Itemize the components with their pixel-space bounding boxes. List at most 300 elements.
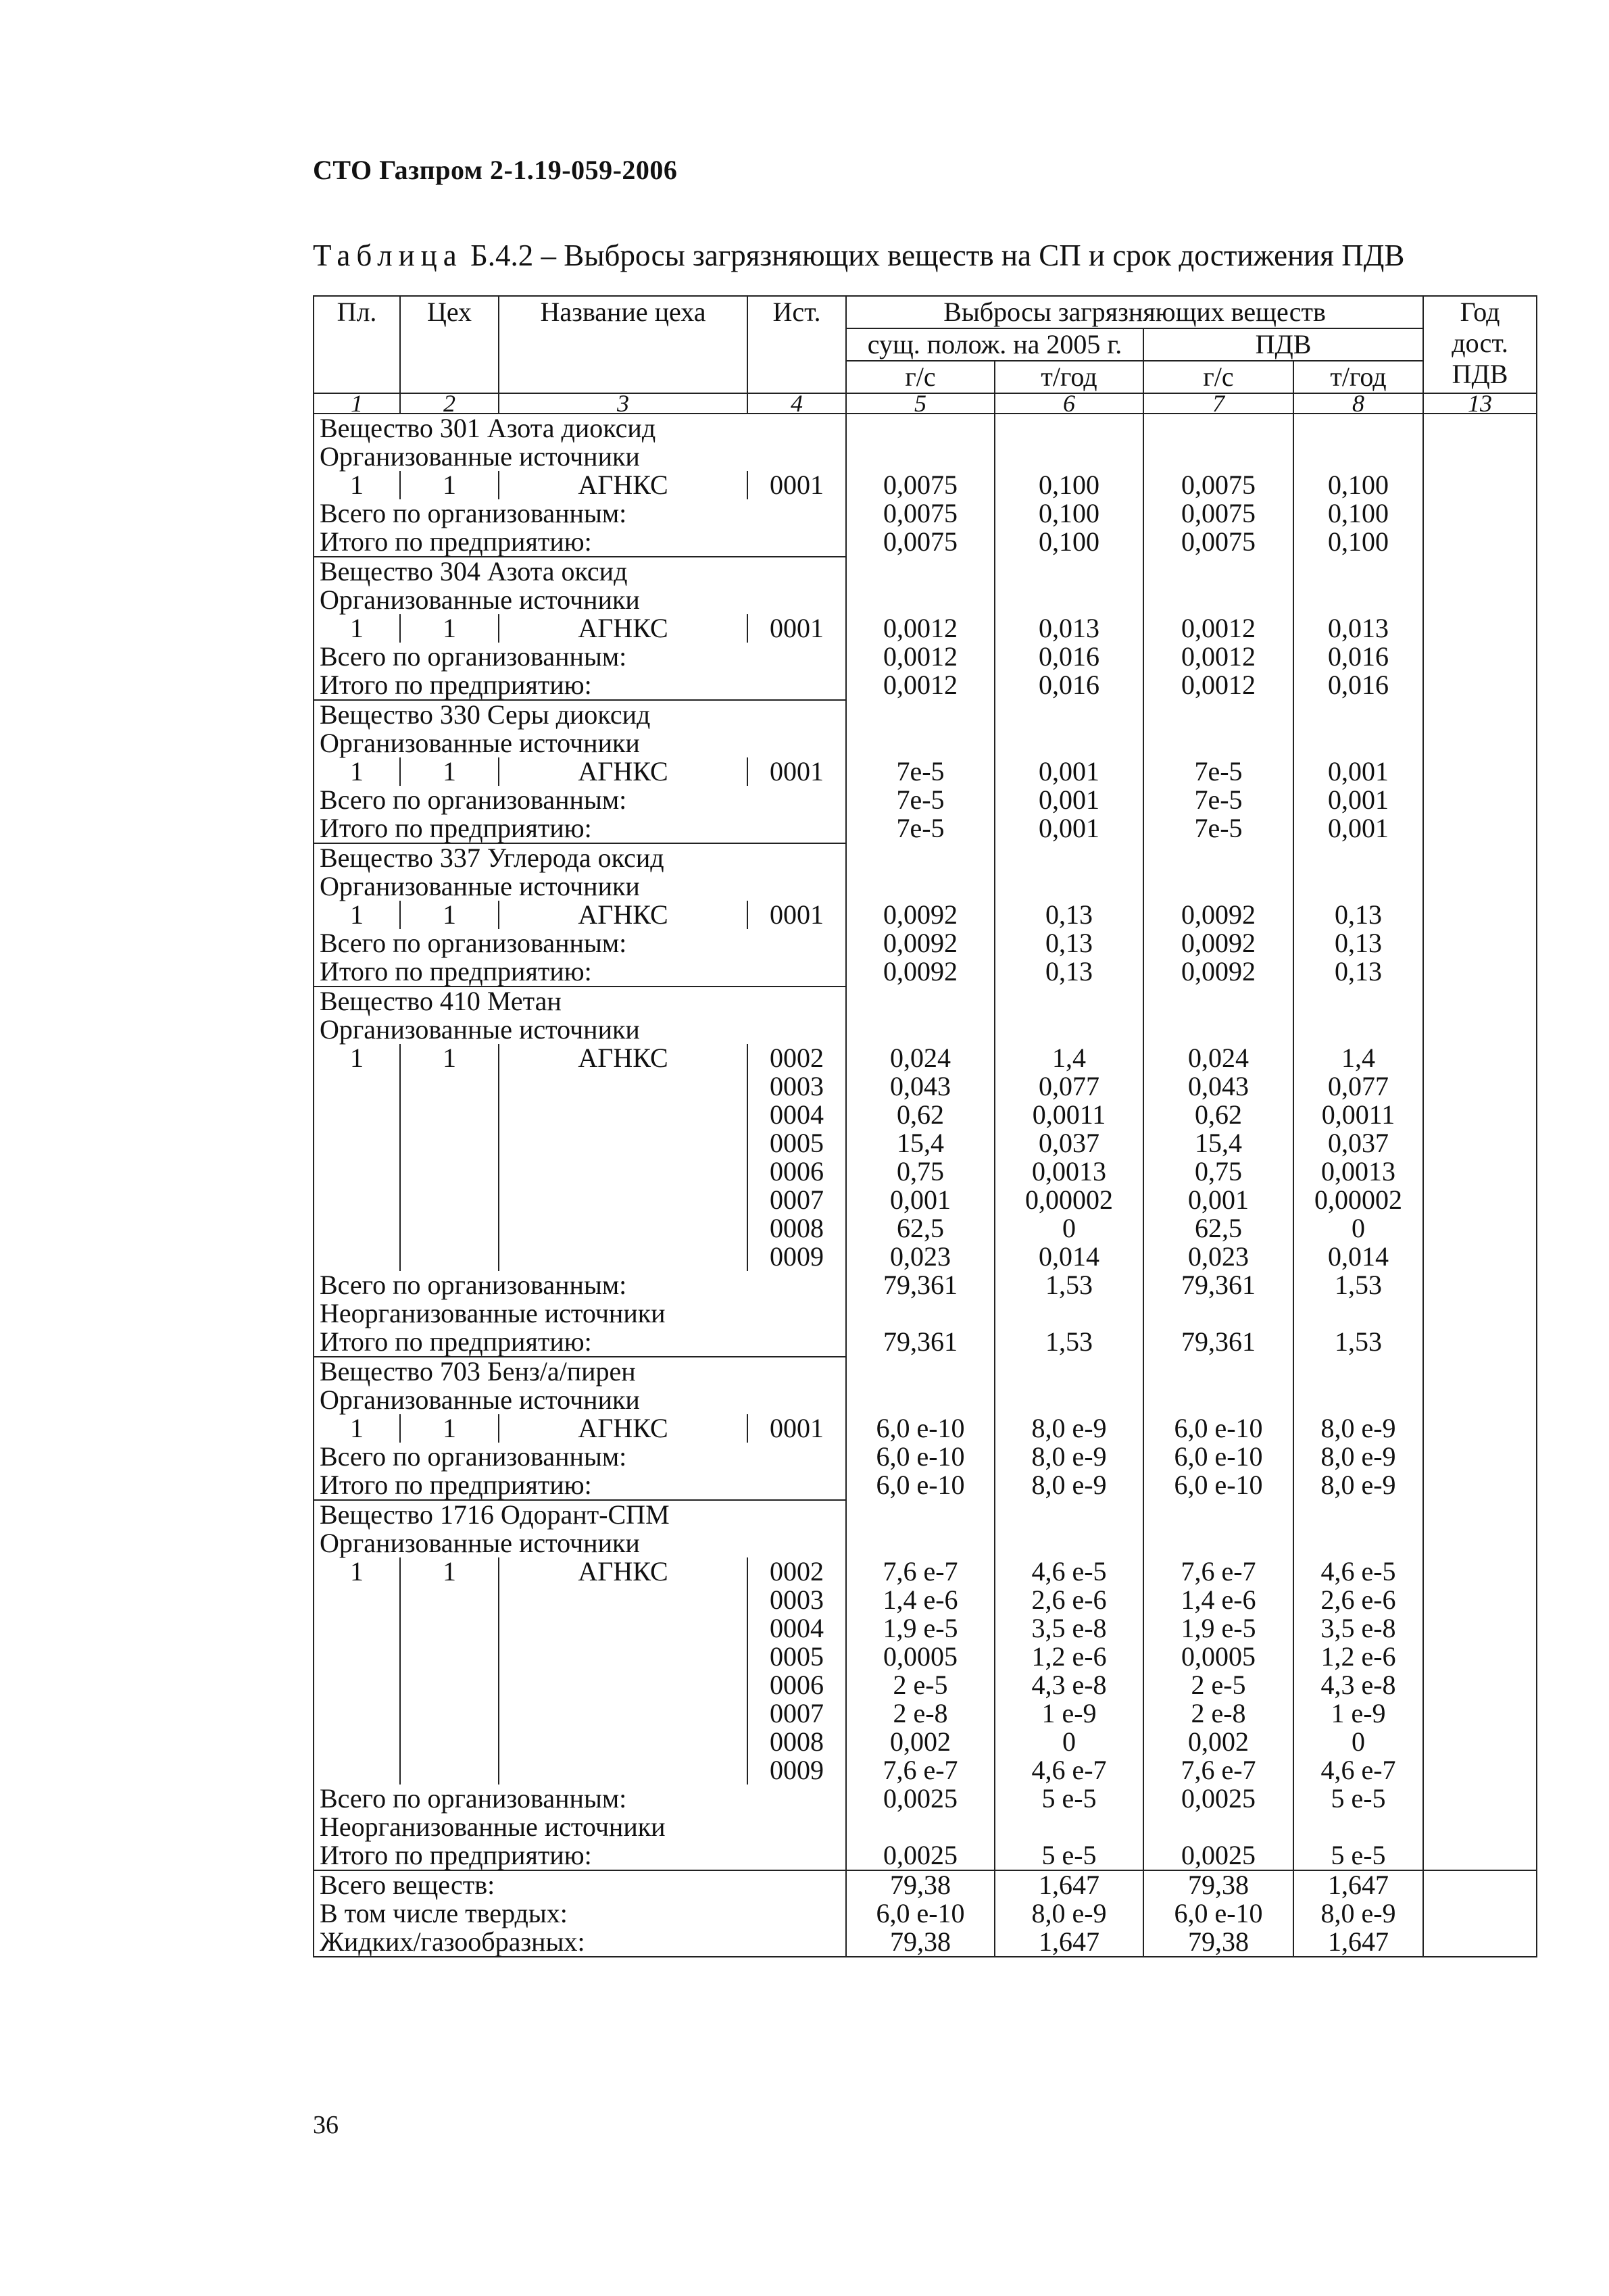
value-cell: 5 е-5 xyxy=(1293,1785,1423,1813)
value-cell: 79,361 xyxy=(1143,1271,1293,1299)
empty-cell xyxy=(1143,987,1293,1016)
column-number: 1 xyxy=(314,393,400,414)
value-cell: 0,0025 xyxy=(1143,1841,1293,1870)
empty-cell xyxy=(1423,1328,1537,1357)
total-organized-label: Всего по организованным: xyxy=(314,1271,846,1299)
plant-cell xyxy=(314,1671,400,1699)
workshop-name-cell xyxy=(499,1756,747,1785)
value-cell: 0,13 xyxy=(1293,957,1423,987)
value-cell: 5 е-5 xyxy=(995,1785,1143,1813)
workshop-name-cell xyxy=(499,1643,747,1671)
workshop-name-cell xyxy=(499,1214,747,1243)
value-cell: 0,0092 xyxy=(1143,957,1293,987)
empty-cell xyxy=(1423,814,1537,843)
table-row xyxy=(314,929,1537,957)
table-row xyxy=(314,1699,1537,1728)
plant-cell xyxy=(314,1101,400,1129)
table-row xyxy=(314,671,1537,700)
value-cell: 1,2 е-6 xyxy=(1293,1643,1423,1671)
source-id-cell: 0003 xyxy=(747,1072,846,1101)
empty-cell xyxy=(1423,1841,1537,1870)
empty-cell xyxy=(995,1529,1143,1557)
value-cell: 1,4 xyxy=(1293,1044,1423,1072)
value-cell: 0,62 xyxy=(846,1101,995,1129)
workshop-name-cell xyxy=(499,1101,747,1129)
source-id-cell: 0006 xyxy=(747,1157,846,1186)
table-row xyxy=(314,814,1537,843)
workshop-cell xyxy=(400,1614,499,1643)
source-id-cell: 0001 xyxy=(747,757,846,786)
header-ist: Ист. xyxy=(747,296,846,393)
empty-cell xyxy=(846,1357,995,1386)
value-cell: 0,0092 xyxy=(846,957,995,987)
workshop-cell xyxy=(400,1728,499,1756)
value-cell: 1,4 xyxy=(995,1044,1143,1072)
value-cell: 0,016 xyxy=(995,643,1143,671)
column-number: 6 xyxy=(995,393,1143,414)
organized-sources-label: Организованные источники xyxy=(314,586,846,614)
source-id-cell: 0009 xyxy=(747,1243,846,1271)
total-enterprise-label: Итого по предприятию: xyxy=(314,957,846,987)
empty-cell xyxy=(1293,1813,1423,1841)
workshop-cell xyxy=(400,1671,499,1699)
table-row xyxy=(314,1870,1537,1899)
empty-cell xyxy=(1143,586,1293,614)
value-cell: 6,0 е-10 xyxy=(846,1414,995,1443)
plant-cell: 1 xyxy=(314,901,400,929)
empty-cell xyxy=(1423,1016,1537,1044)
value-cell: 2,6 е-6 xyxy=(995,1586,1143,1614)
organized-sources-label: Организованные источники xyxy=(314,872,846,901)
value-cell: 8,0 е-9 xyxy=(1293,1443,1423,1471)
empty-cell xyxy=(995,1299,1143,1328)
organized-sources-label: Организованные источники xyxy=(314,729,846,757)
table-row xyxy=(314,729,1537,757)
empty-cell xyxy=(1423,1101,1537,1129)
value-cell: 2,6 е-6 xyxy=(1293,1586,1423,1614)
value-cell: 0 xyxy=(995,1728,1143,1756)
value-cell: 0,0013 xyxy=(995,1157,1143,1186)
table-row xyxy=(314,1101,1537,1129)
plant-cell xyxy=(314,1072,400,1101)
plant-cell: 1 xyxy=(314,471,400,499)
source-id-cell: 0004 xyxy=(747,1614,846,1643)
table-row xyxy=(314,1728,1537,1756)
empty-cell xyxy=(1423,1671,1537,1699)
plant-cell xyxy=(314,1699,400,1728)
total-organized-label: Всего по организованным: xyxy=(314,1443,846,1471)
value-cell: 4,6 е-5 xyxy=(995,1557,1143,1586)
empty-cell xyxy=(995,443,1143,471)
table-row xyxy=(314,1471,1537,1500)
empty-cell xyxy=(1423,1699,1537,1728)
empty-cell xyxy=(1423,1299,1537,1328)
value-cell: 0,0092 xyxy=(1143,901,1293,929)
empty-cell xyxy=(1423,1529,1537,1557)
empty-cell xyxy=(1423,901,1537,929)
workshop-name-cell: АГНКС xyxy=(499,901,747,929)
empty-cell xyxy=(1293,414,1423,443)
source-id-cell: 0005 xyxy=(747,1129,846,1157)
empty-cell xyxy=(1423,1813,1537,1841)
empty-cell xyxy=(1423,957,1537,987)
value-cell: 0,100 xyxy=(995,499,1143,528)
empty-cell xyxy=(1423,1072,1537,1101)
empty-cell xyxy=(1293,1016,1423,1044)
plant-cell xyxy=(314,1243,400,1271)
value-cell: 0,013 xyxy=(1293,614,1423,643)
value-cell: 7,6 е-7 xyxy=(846,1557,995,1586)
organized-sources-label: Организованные источники xyxy=(314,1386,846,1414)
value-cell: 0,00002 xyxy=(1293,1186,1423,1214)
table-row xyxy=(314,843,1537,872)
value-cell: 8,0 е-9 xyxy=(1293,1414,1423,1443)
value-cell: 7е-5 xyxy=(846,757,995,786)
plant-cell xyxy=(314,1756,400,1785)
empty-cell xyxy=(1423,757,1537,786)
table-row xyxy=(314,1016,1537,1044)
value-cell: 7е-5 xyxy=(846,814,995,843)
value-cell: 0,0092 xyxy=(846,929,995,957)
column-number: 3 xyxy=(499,393,747,414)
table-row xyxy=(314,471,1537,499)
header-unit-tyr: т/год xyxy=(995,361,1143,393)
value-cell: 0,0011 xyxy=(1293,1101,1423,1129)
value-cell: 79,361 xyxy=(846,1271,995,1299)
empty-cell xyxy=(1423,1129,1537,1157)
empty-cell xyxy=(1423,1614,1537,1643)
value-cell: 0,0075 xyxy=(846,499,995,528)
value-cell: 0,016 xyxy=(1293,671,1423,700)
value-cell: 1,4 е-6 xyxy=(1143,1586,1293,1614)
empty-cell xyxy=(846,987,995,1016)
substance-title: Вещество 301 Азота диоксид xyxy=(314,414,846,443)
empty-cell xyxy=(846,557,995,586)
table-row xyxy=(314,1813,1537,1841)
empty-cell xyxy=(995,872,1143,901)
empty-cell xyxy=(995,1500,1143,1529)
empty-cell xyxy=(1423,1557,1537,1586)
header-year: Год дост. ПДВ xyxy=(1423,296,1537,393)
empty-cell xyxy=(1423,700,1537,729)
empty-cell xyxy=(1293,1529,1423,1557)
value-cell: 79,38 xyxy=(846,1928,995,1957)
value-cell: 1,647 xyxy=(995,1870,1143,1899)
empty-cell xyxy=(1143,700,1293,729)
header-pdv: ПДВ xyxy=(1143,328,1423,361)
empty-cell xyxy=(1293,1357,1423,1386)
empty-cell xyxy=(1293,1299,1423,1328)
total-organized-label: Всего по организованным: xyxy=(314,929,846,957)
table-row xyxy=(314,1214,1537,1243)
value-cell: 0,100 xyxy=(995,471,1143,499)
table-row xyxy=(314,1328,1537,1357)
plant-cell: 1 xyxy=(314,1044,400,1072)
table-row xyxy=(314,1928,1537,1957)
value-cell: 0,0011 xyxy=(995,1101,1143,1129)
empty-cell xyxy=(1423,1756,1537,1785)
substance-title: Вещество 337 Углерода оксид xyxy=(314,843,846,872)
value-cell: 6,0 е-10 xyxy=(1143,1899,1293,1928)
value-cell: 0,077 xyxy=(995,1072,1143,1101)
value-cell: 1,2 е-6 xyxy=(995,1643,1143,1671)
empty-cell xyxy=(1423,528,1537,557)
empty-cell xyxy=(1423,872,1537,901)
value-cell: 0,0025 xyxy=(1143,1785,1293,1813)
total-organized-label: Всего по организованным: xyxy=(314,786,846,814)
value-cell: 15,4 xyxy=(1143,1129,1293,1157)
workshop-name-cell xyxy=(499,1243,747,1271)
plant-cell: 1 xyxy=(314,614,400,643)
table-row xyxy=(314,1243,1537,1271)
plant-cell xyxy=(314,1214,400,1243)
value-cell: 8,0 е-9 xyxy=(995,1443,1143,1471)
empty-cell xyxy=(995,414,1143,443)
empty-cell xyxy=(1423,1586,1537,1614)
value-cell: 0,13 xyxy=(995,929,1143,957)
value-cell: 7е-5 xyxy=(1143,814,1293,843)
empty-cell xyxy=(1423,1785,1537,1813)
substance-title: Вещество 304 Азота оксид xyxy=(314,557,846,586)
empty-cell xyxy=(995,586,1143,614)
empty-cell xyxy=(1423,1243,1537,1271)
column-number: 7 xyxy=(1143,393,1293,414)
workshop-name-cell xyxy=(499,1186,747,1214)
page-number: 36 xyxy=(313,2111,339,2139)
value-cell: 0,013 xyxy=(995,614,1143,643)
source-id-cell: 0003 xyxy=(747,1586,846,1614)
header-unit-gs: г/с xyxy=(846,361,995,393)
value-cell: 0,016 xyxy=(1293,643,1423,671)
value-cell: 0,014 xyxy=(995,1243,1143,1271)
value-cell: 0,13 xyxy=(1293,929,1423,957)
table-row xyxy=(314,1557,1537,1586)
value-cell: 0,001 xyxy=(1293,814,1423,843)
empty-cell xyxy=(1293,843,1423,872)
source-id-cell: 0002 xyxy=(747,1557,846,1586)
value-cell: 1 е-9 xyxy=(995,1699,1143,1728)
empty-cell xyxy=(846,443,995,471)
empty-cell xyxy=(1143,557,1293,586)
plant-cell xyxy=(314,1186,400,1214)
value-cell: 0,100 xyxy=(995,528,1143,557)
value-cell: 0 xyxy=(1293,1728,1423,1756)
table-row xyxy=(314,1529,1537,1557)
column-number: 2 xyxy=(400,393,499,414)
value-cell: 79,38 xyxy=(846,1870,995,1899)
value-cell: 0,0075 xyxy=(1143,499,1293,528)
value-cell: 8,0 е-9 xyxy=(1293,1471,1423,1500)
value-cell: 6,0 е-10 xyxy=(846,1899,995,1928)
empty-cell xyxy=(995,700,1143,729)
empty-cell xyxy=(1293,1500,1423,1529)
table-row xyxy=(314,1899,1537,1928)
value-cell: 0,100 xyxy=(1293,499,1423,528)
value-cell: 0,75 xyxy=(1143,1157,1293,1186)
empty-cell xyxy=(1293,987,1423,1016)
empty-cell xyxy=(995,729,1143,757)
source-id-cell: 0006 xyxy=(747,1671,846,1699)
value-cell: 0,0013 xyxy=(1293,1157,1423,1186)
value-cell: 0,0012 xyxy=(846,614,995,643)
value-cell: 3,5 е-8 xyxy=(1293,1614,1423,1643)
table-row xyxy=(314,1643,1537,1671)
workshop-cell xyxy=(400,1129,499,1157)
value-cell: 0,0075 xyxy=(846,528,995,557)
workshop-name-cell xyxy=(499,1072,747,1101)
organized-sources-label: Организованные источники xyxy=(314,1529,846,1557)
workshop-cell xyxy=(400,1186,499,1214)
table-row xyxy=(314,414,1537,443)
total-organized-label: Всего по организованным: xyxy=(314,499,846,528)
source-id-cell: 0001 xyxy=(747,471,846,499)
value-cell: 0,0012 xyxy=(1143,671,1293,700)
column-number: 4 xyxy=(747,393,846,414)
value-cell: 4,3 е-8 xyxy=(995,1671,1143,1699)
workshop-cell xyxy=(400,1699,499,1728)
plant-cell xyxy=(314,1728,400,1756)
value-cell: 79,38 xyxy=(1143,1870,1293,1899)
value-cell: 7,6 е-7 xyxy=(846,1756,995,1785)
value-cell: 79,38 xyxy=(1143,1928,1293,1957)
table-row xyxy=(314,1186,1537,1214)
empty-cell xyxy=(1423,443,1537,471)
total-organized-label: Всего по организованным: xyxy=(314,643,846,671)
empty-cell xyxy=(1423,1500,1537,1529)
table-row xyxy=(314,1614,1537,1643)
source-id-cell: 0007 xyxy=(747,1186,846,1214)
workshop-cell xyxy=(400,1586,499,1614)
empty-cell xyxy=(1423,1386,1537,1414)
table-row xyxy=(314,901,1537,929)
value-cell: 62,5 xyxy=(1143,1214,1293,1243)
value-cell: 2 е-5 xyxy=(1143,1671,1293,1699)
table-caption xyxy=(313,238,1404,273)
workshop-cell xyxy=(400,1157,499,1186)
workshop-name-cell: АГНКС xyxy=(499,1414,747,1443)
value-cell: 0 xyxy=(1293,1214,1423,1243)
empty-cell xyxy=(846,586,995,614)
unorganized-sources-label: Неорганизованные источники xyxy=(314,1299,846,1328)
total-organized-label: Всего по организованным: xyxy=(314,1785,846,1813)
value-cell: 0,001 xyxy=(846,1186,995,1214)
workshop-name-cell xyxy=(499,1129,747,1157)
substance-title: Вещество 330 Серы диоксид xyxy=(314,700,846,729)
value-cell: 7е-5 xyxy=(846,786,995,814)
table-row xyxy=(314,786,1537,814)
empty-cell xyxy=(846,1299,995,1328)
empty-cell xyxy=(846,729,995,757)
value-cell: 6,0 е-10 xyxy=(1143,1414,1293,1443)
value-cell: 0,0075 xyxy=(846,471,995,499)
value-cell: 0,0075 xyxy=(1143,528,1293,557)
value-cell: 0,043 xyxy=(846,1072,995,1101)
table-row xyxy=(314,614,1537,643)
empty-cell xyxy=(1423,1471,1537,1500)
empty-cell xyxy=(1143,1016,1293,1044)
substance-title: Вещество 1716 Одорант-СПМ xyxy=(314,1500,846,1529)
value-cell: 1,647 xyxy=(1293,1870,1423,1899)
value-cell: 3,5 е-8 xyxy=(995,1614,1143,1643)
table-row xyxy=(314,1157,1537,1186)
value-cell: 7,6 е-7 xyxy=(1143,1557,1293,1586)
table-row xyxy=(314,1443,1537,1471)
workshop-cell: 1 xyxy=(400,1414,499,1443)
value-cell: 0,001 xyxy=(995,786,1143,814)
empty-cell xyxy=(1423,987,1537,1016)
empty-cell xyxy=(1423,1870,1537,1899)
workshop-cell xyxy=(400,1072,499,1101)
grand-total-label: Жидких/газообразных: xyxy=(314,1928,846,1957)
value-cell: 0,0092 xyxy=(846,901,995,929)
empty-cell xyxy=(1423,557,1537,586)
workshop-name-cell xyxy=(499,1671,747,1699)
value-cell: 5 е-5 xyxy=(1293,1841,1423,1870)
empty-cell xyxy=(846,1386,995,1414)
value-cell: 0,002 xyxy=(846,1728,995,1756)
empty-cell xyxy=(995,843,1143,872)
value-cell: 5 е-5 xyxy=(995,1841,1143,1870)
empty-cell xyxy=(1423,1157,1537,1186)
value-cell: 0,0005 xyxy=(1143,1643,1293,1671)
table-row xyxy=(314,1072,1537,1101)
value-cell: 0,62 xyxy=(1143,1101,1293,1129)
header-tseh: Цех xyxy=(400,296,499,393)
empty-cell xyxy=(1423,1414,1537,1443)
value-cell: 0,014 xyxy=(1293,1243,1423,1271)
empty-cell xyxy=(1423,1643,1537,1671)
workshop-cell xyxy=(400,1756,499,1785)
empty-cell xyxy=(995,1016,1143,1044)
workshop-cell: 1 xyxy=(400,901,499,929)
empty-cell xyxy=(846,1500,995,1529)
empty-cell xyxy=(1423,414,1537,443)
value-cell: 0,0025 xyxy=(846,1841,995,1870)
table-row xyxy=(314,1357,1537,1386)
workshop-name-cell xyxy=(499,1157,747,1186)
header-unit-gs: г/с xyxy=(1143,361,1293,393)
value-cell: 0,001 xyxy=(1293,757,1423,786)
value-cell: 7,6 е-7 xyxy=(1143,1756,1293,1785)
column-number: 8 xyxy=(1293,393,1423,414)
value-cell: 0,023 xyxy=(1143,1243,1293,1271)
empty-cell xyxy=(995,557,1143,586)
value-cell: 0,001 xyxy=(1293,786,1423,814)
value-cell: 0,001 xyxy=(995,757,1143,786)
plant-cell xyxy=(314,1157,400,1186)
value-cell: 7е-5 xyxy=(1143,786,1293,814)
empty-cell xyxy=(1423,671,1537,700)
empty-cell xyxy=(1143,414,1293,443)
workshop-name-cell: АГНКС xyxy=(499,757,747,786)
value-cell: 0,037 xyxy=(1293,1129,1423,1157)
table-row xyxy=(314,1129,1537,1157)
total-enterprise-label: Итого по предприятию: xyxy=(314,671,846,700)
value-cell: 8,0 е-9 xyxy=(995,1414,1143,1443)
table-row xyxy=(314,1386,1537,1414)
emissions-table xyxy=(313,295,1537,1957)
column-number: 13 xyxy=(1423,393,1537,414)
value-cell: 1,53 xyxy=(1293,1328,1423,1357)
source-id-cell: 0001 xyxy=(747,614,846,643)
empty-cell xyxy=(1423,586,1537,614)
plant-cell: 1 xyxy=(314,1557,400,1586)
plant-cell: 1 xyxy=(314,757,400,786)
plant-cell xyxy=(314,1614,400,1643)
empty-cell xyxy=(1143,1529,1293,1557)
value-cell: 0,0075 xyxy=(1143,471,1293,499)
value-cell: 0,001 xyxy=(1143,1186,1293,1214)
